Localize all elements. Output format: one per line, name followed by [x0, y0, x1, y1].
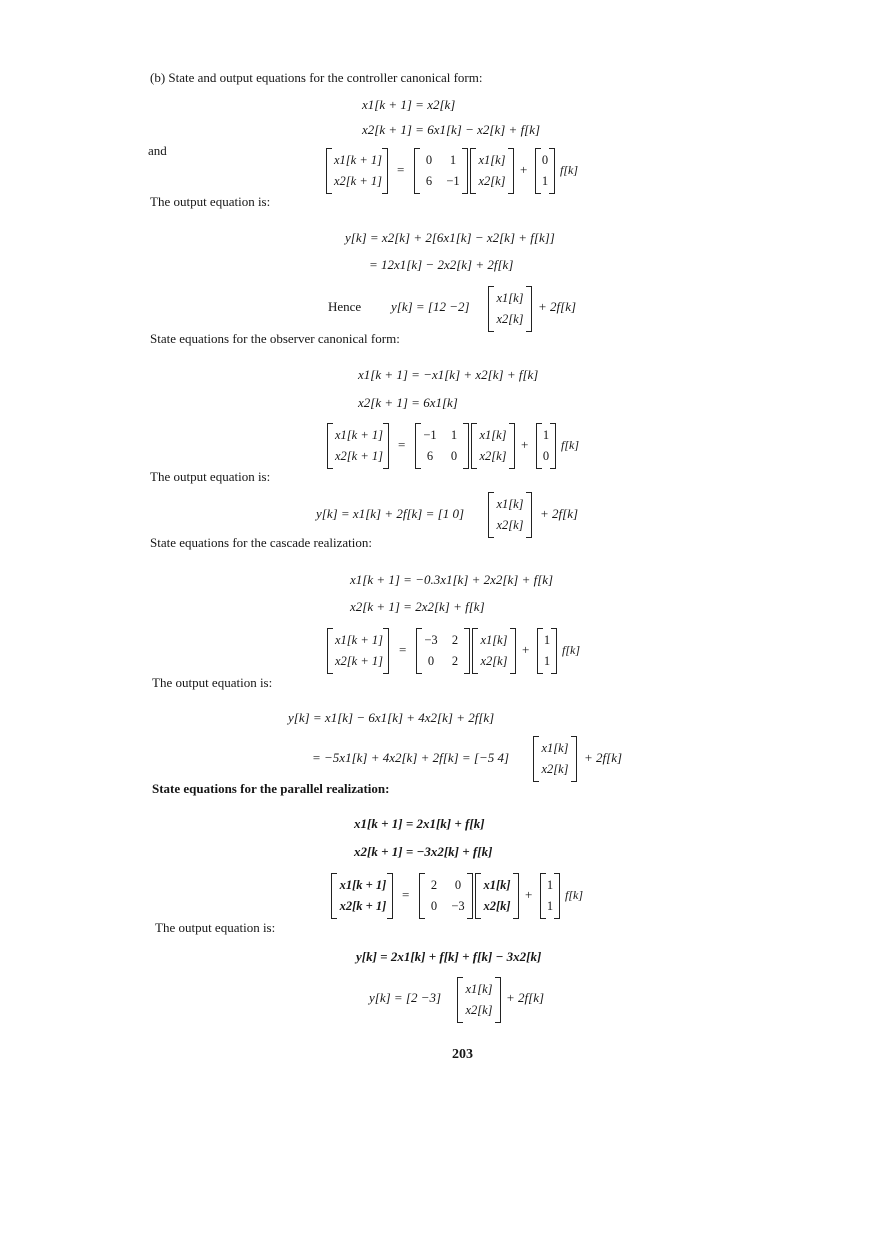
cascade-lhs-1: x1[k + 1] — [334, 633, 383, 647]
A-22: −3 — [451, 899, 465, 913]
observer-B-vector — [536, 423, 556, 467]
x-1: x1[k] — [465, 982, 493, 996]
cascade-state-eq-1: x1[k + 1] = −0.3x1[k] + 2x2[k] + f[k] — [350, 572, 554, 587]
parallel-state-eq-1: x1[k + 1] = 2x1[k] + f[k] — [354, 816, 485, 831]
controller-output-tail: + 2f[k] — [538, 299, 577, 314]
parallel-output-eq-1: y[k] = 2x1[k] + f[k] + f[k] − 3x2[k] — [356, 949, 542, 964]
hence-label: Hence — [328, 299, 362, 314]
plus-sign: + — [521, 437, 529, 452]
A-11: −1 — [423, 428, 437, 442]
parallel-output-tail: + 2f[k] — [506, 990, 545, 1005]
x-1: x1[k] — [483, 878, 511, 892]
B-1: 1 — [542, 428, 550, 442]
cascade-output-eq-2: = −5x1[k] + 4x2[k] + 2f[k] = [−5 4] — [312, 750, 510, 765]
x-2: x2[k] — [541, 762, 569, 776]
cascade-state-eq-2: x2[k + 1] = 2x2[k] + f[k] — [350, 599, 485, 614]
controller-heading: (b) State and output equations for the controller canonical form: — [150, 70, 483, 85]
parallel-output-x-vector — [457, 977, 501, 1021]
cascade-lhs-vector — [327, 628, 389, 672]
page-number: 203 — [452, 1047, 473, 1062]
A-12: 0 — [454, 878, 462, 892]
observer-output-x-vector — [488, 492, 532, 536]
observer-x-vector — [471, 423, 515, 467]
B-1: 0 — [541, 153, 549, 167]
input-f: f[k] — [565, 888, 583, 902]
x-1: x1[k] — [480, 633, 508, 647]
controller-output-x-vector — [488, 286, 532, 330]
input-f: f[k] — [561, 438, 579, 452]
A-21: 6 — [426, 449, 434, 463]
and-label: and — [148, 143, 167, 158]
equals-sign: = — [397, 162, 405, 177]
cascade-output-label: The output equation is: — [152, 675, 273, 690]
controller-output-eq-1: y[k] = x2[k] + 2[6x1[k] − x2[k] + f[k]] — [345, 230, 555, 245]
B-2: 1 — [543, 654, 551, 668]
parallel-A-matrix — [419, 873, 473, 917]
controller-A-matrix — [414, 148, 468, 192]
cascade-B-vector — [537, 628, 557, 672]
observer-lhs-2: x2[k + 1] — [334, 449, 383, 463]
B-1: 1 — [546, 878, 554, 892]
cascade-x-vector — [472, 628, 516, 672]
x-2: x2[k] — [480, 654, 508, 668]
A-11: 0 — [425, 153, 433, 167]
parallel-lhs-vector — [331, 873, 393, 917]
A-22: 0 — [450, 449, 458, 463]
controller-output-label: The output equation is: — [150, 194, 271, 209]
A-22: 2 — [451, 654, 459, 668]
parallel-x-vector — [475, 873, 519, 917]
cascade-output-eq-1: y[k] = x1[k] − 6x1[k] + 4x2[k] + 2f[k] — [288, 710, 495, 725]
A-11: −3 — [424, 633, 438, 647]
input-f: f[k] — [560, 163, 578, 177]
cascade-heading: State equations for the cascade realization: — [150, 535, 372, 550]
observer-lhs-vector — [327, 423, 389, 467]
controller-x-vector — [470, 148, 514, 192]
controller-B-vector — [535, 148, 555, 192]
B-1: 1 — [543, 633, 551, 647]
x-2: x2[k] — [465, 1003, 493, 1017]
B-2: 1 — [541, 174, 549, 188]
A-21: 0 — [427, 654, 435, 668]
equals-sign: = — [402, 887, 410, 902]
parallel-output-matrix-eq: y[k] = [2 −3] — [369, 990, 442, 1005]
observer-heading: State equations for the observer canonical form: — [150, 331, 400, 346]
A-21: 6 — [425, 174, 433, 188]
A-21: 0 — [430, 899, 438, 913]
B-2: 0 — [542, 449, 550, 463]
controller-state-eq-1: x1[k + 1] = x2[k] — [362, 97, 456, 112]
controller-lhs-vector — [326, 148, 388, 192]
controller-lhs-1: x1[k + 1] — [333, 153, 382, 167]
x-2: x2[k] — [478, 174, 506, 188]
parallel-state-eq-2: x2[k + 1] = −3x2[k] + f[k] — [354, 844, 493, 859]
equals-sign: = — [399, 642, 407, 657]
A-11: 2 — [430, 878, 438, 892]
observer-output-tail: + 2f[k] — [540, 506, 579, 521]
cascade-A-matrix — [416, 628, 470, 672]
x-2: x2[k] — [479, 449, 507, 463]
A-12: 1 — [450, 428, 458, 442]
x-2: x2[k] — [496, 312, 524, 326]
controller-output-eq-2: = 12x1[k] − 2x2[k] + 2f[k] — [369, 257, 514, 272]
x-1: x1[k] — [541, 741, 569, 755]
x-1: x1[k] — [496, 291, 524, 305]
x-2: x2[k] — [496, 518, 524, 532]
plus-sign: + — [525, 887, 533, 902]
A-22: −1 — [446, 174, 460, 188]
cascade-output-tail: + 2f[k] — [584, 750, 623, 765]
observer-A-matrix — [415, 423, 469, 467]
x-1: x1[k] — [478, 153, 506, 167]
parallel-lhs-1: x1[k + 1] — [339, 878, 387, 892]
cascade-lhs-2: x2[k + 1] — [334, 654, 383, 668]
x-2: x2[k] — [483, 899, 511, 913]
A-12: 1 — [449, 153, 457, 167]
observer-output-label: The output equation is: — [150, 469, 271, 484]
cascade-output-x-vector — [533, 736, 577, 780]
observer-state-eq-1: x1[k + 1] = −x1[k] + x2[k] + f[k] — [358, 367, 539, 382]
observer-output-eq: y[k] = x1[k] + 2f[k] = [1 0] — [316, 506, 465, 521]
controller-output-matrix-eq: y[k] = [12 −2] — [391, 299, 470, 314]
controller-lhs-2: x2[k + 1] — [333, 174, 382, 188]
parallel-output-label: The output equation is: — [155, 920, 276, 935]
x-1: x1[k] — [479, 428, 507, 442]
parallel-heading: State equations for the parallel realization: — [152, 781, 390, 796]
plus-sign: + — [522, 642, 530, 657]
controller-state-eq-2: x2[k + 1] = 6x1[k] − x2[k] + f[k] — [362, 122, 541, 137]
B-2: 1 — [546, 899, 554, 913]
A-12: 2 — [451, 633, 459, 647]
plus-sign: + — [520, 162, 528, 177]
observer-state-eq-2: x2[k + 1] = 6x1[k] — [358, 395, 458, 410]
input-f: f[k] — [562, 643, 580, 657]
parallel-lhs-2: x2[k + 1] — [339, 899, 387, 913]
parallel-B-vector — [540, 873, 560, 917]
equals-sign: = — [398, 437, 406, 452]
observer-lhs-1: x1[k + 1] — [334, 428, 383, 442]
x-1: x1[k] — [496, 497, 524, 511]
